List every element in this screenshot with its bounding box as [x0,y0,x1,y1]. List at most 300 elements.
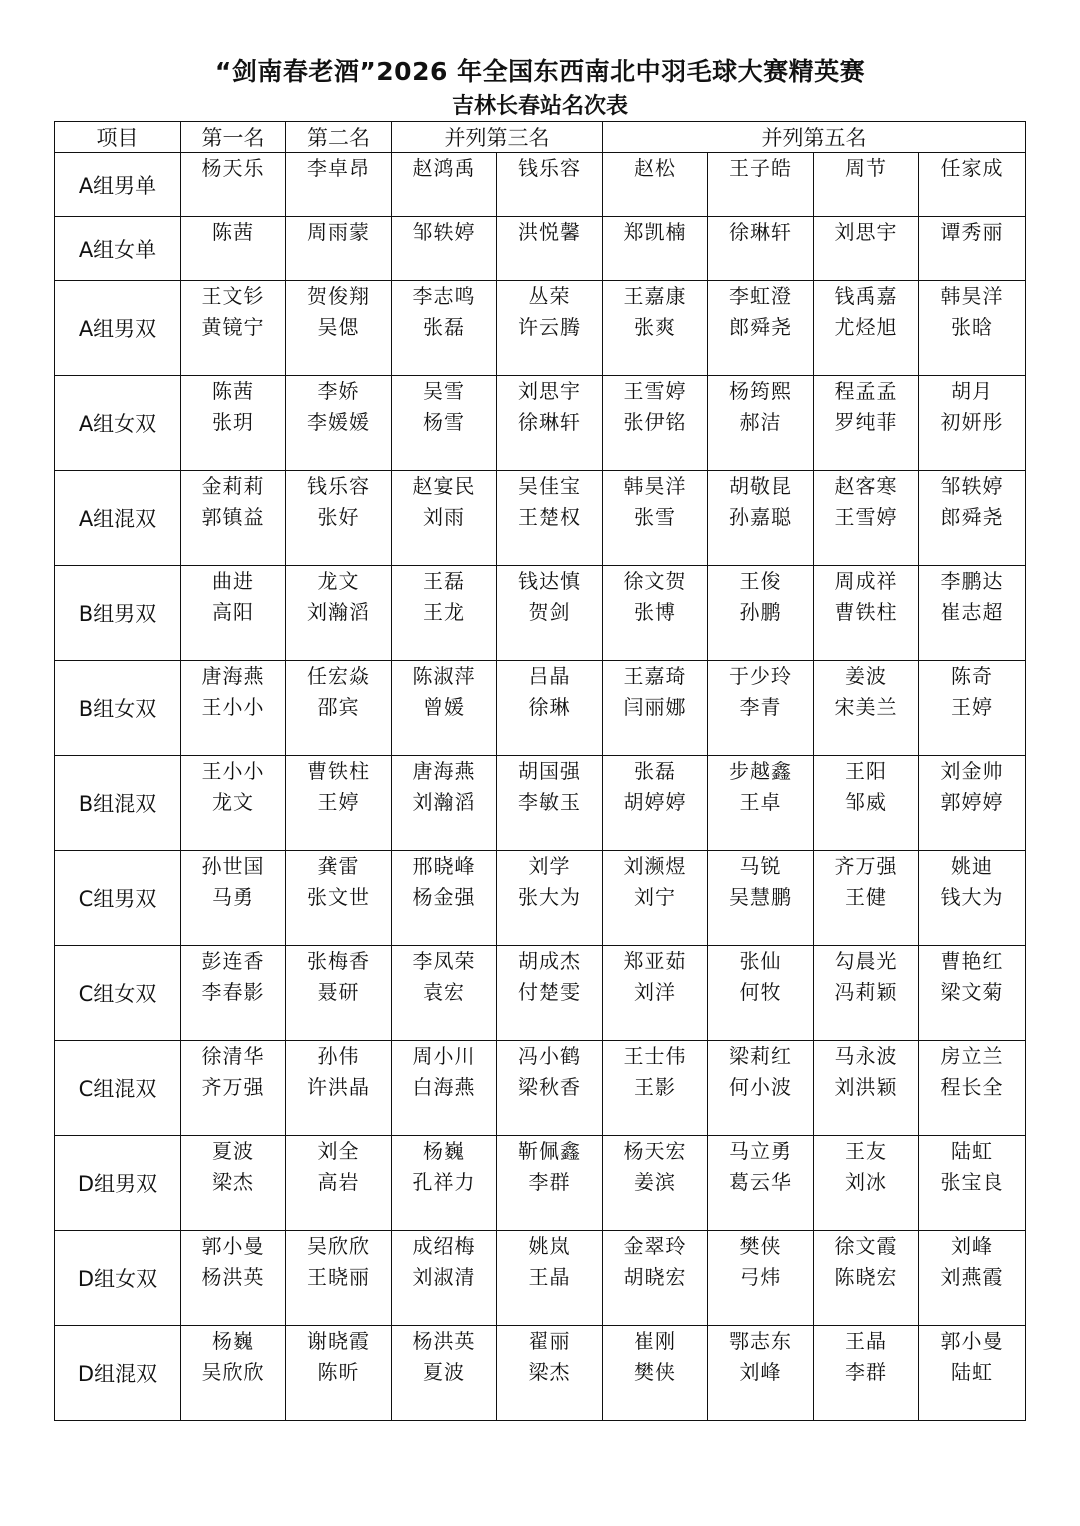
player-name: 李志鸣 [412,284,476,308]
player-name: 彭连香 [201,949,265,973]
player-name: 李媛媛 [307,410,370,434]
table-row [55,281,1026,376]
player-name: 张磊 [423,315,465,339]
placement-cell [286,153,392,217]
player-name: 李娇 [317,379,360,403]
player-name: 靳佩鑫 [518,1139,581,1163]
player-name: 张玥 [212,410,254,434]
player-name: 李群 [845,1360,887,1384]
player-name: 徐文霞 [834,1234,898,1258]
placement-cell [392,756,497,851]
player-name: 许云腾 [518,315,581,339]
player-name: 徐琳 [528,695,571,719]
placement-cell [919,153,1026,217]
placement-cell [497,566,603,661]
player-name: 王婷 [317,790,360,814]
event-name: B组混双 [55,756,181,851]
placement-cell [181,851,286,946]
event-name: D组混双 [55,1326,181,1421]
player-name: 杨雪 [423,410,465,434]
placement-cell [286,661,392,756]
player-name: 杨天宏 [623,1139,687,1163]
placement-cell [181,153,286,217]
placement-cell [708,1136,814,1231]
placement-cell [919,1326,1026,1421]
player-name: 孙伟 [317,1044,360,1068]
player-name: 郝洁 [739,410,782,434]
player-name: 任家成 [940,156,1004,180]
placement-cell [392,1326,497,1421]
player-name: 任宏焱 [307,664,370,688]
player-name: 张大为 [518,885,581,909]
placement-cell [497,661,603,756]
player-name: 陈晓宏 [834,1265,898,1289]
placement-cell [392,376,497,471]
player-name: 梁秋香 [518,1075,581,1099]
player-name: 钱禹嘉 [834,284,898,308]
placement-cell [814,1231,919,1326]
player-name: 韩昊洋 [940,284,1004,308]
placement-cell [181,471,286,566]
player-name: 刘瀚滔 [412,790,476,814]
player-name: 杨巍 [423,1139,465,1163]
player-name: 梁杰 [212,1170,254,1194]
player-name: 刘洪颖 [834,1075,898,1099]
player-name: 胡国强 [518,759,581,783]
player-name: 胡婷婷 [623,790,687,814]
player-name: 尤烃旭 [834,315,898,339]
event-name: B组男双 [55,566,181,661]
player-name: 张梅香 [307,949,370,973]
placement-cell [286,1041,392,1136]
player-name: 丛荣 [528,284,571,308]
table-row [55,1326,1026,1421]
player-name: 邹威 [845,790,887,814]
placement-cell [286,281,392,376]
table-row [55,851,1026,946]
player-name: 龚雷 [317,854,360,878]
placement-cell [392,1041,497,1136]
player-name: 陈茜 [212,379,254,403]
player-name: 高岩 [317,1170,360,1194]
table-row [55,376,1026,471]
player-name: 王小小 [201,695,265,719]
header-second: 第二名 [286,122,392,153]
placement-cell [814,946,919,1041]
placement-cell [708,661,814,756]
player-name: 李群 [528,1170,571,1194]
player-name: 杨巍 [212,1329,254,1353]
table-row [55,756,1026,851]
player-name: 张好 [317,505,360,529]
player-name: 王晶 [845,1329,887,1353]
header-fifth: 并列第五名 [603,122,1026,153]
placement-cell [603,661,708,756]
placement-cell [392,946,497,1041]
player-name: 邹轶婷 [412,220,476,244]
player-name: 谢晓霞 [307,1329,370,1353]
player-name: 王晶 [528,1265,571,1289]
placement-cell [497,217,603,281]
placement-cell [919,756,1026,851]
placement-cell [392,153,497,217]
placement-cell [286,471,392,566]
player-name: 王士伟 [623,1044,687,1068]
player-name: 陈淑萍 [412,664,476,688]
player-name: 吴欣欣 [307,1234,370,1258]
player-name: 王友 [845,1139,887,1163]
player-name: 贺剑 [528,600,571,624]
placement-cell [286,851,392,946]
player-name: 崔志超 [940,600,1004,624]
player-name: 徐清华 [201,1044,265,1068]
player-name: 于少玲 [729,664,792,688]
placement-cell [497,1231,603,1326]
table-row [55,1231,1026,1326]
player-name: 马勇 [212,885,254,909]
player-name: 刘学 [528,854,571,878]
player-name: 杨筠熙 [729,379,792,403]
header-row [55,122,1026,153]
placement-cell [181,1326,286,1421]
player-name: 聂研 [317,980,360,1004]
player-name: 张晗 [951,315,993,339]
player-name: 王卓 [739,790,782,814]
player-name: 闫丽娜 [623,695,687,719]
player-name: 吴雪 [423,379,465,403]
player-name: 初妍彤 [940,410,1004,434]
placement-cell [497,1326,603,1421]
player-name: 梁杰 [528,1360,571,1384]
header-event: 项目 [55,122,181,153]
placement-cell [603,756,708,851]
player-name: 杨洪英 [201,1265,265,1289]
placement-cell [392,281,497,376]
event-name: A组女双 [55,376,181,471]
placement-cell [814,566,919,661]
player-name: 金莉莉 [201,474,265,498]
player-name: 房立兰 [940,1044,1004,1068]
placement-cell [708,1326,814,1421]
player-name: 李敏玉 [518,790,581,814]
player-name: 许洪晶 [307,1075,370,1099]
player-name: 步越鑫 [729,759,792,783]
placement-cell [497,471,603,566]
player-name: 赵松 [634,156,676,180]
placement-cell [603,851,708,946]
player-name: 王雪婷 [834,505,898,529]
placement-cell [181,281,286,376]
player-name: 马立勇 [729,1139,792,1163]
placement-cell [603,281,708,376]
placement-cell [708,217,814,281]
player-name: 王嘉康 [623,284,687,308]
player-name: 韩昊洋 [623,474,687,498]
player-name: 王龙 [423,600,465,624]
event-name: A组男单 [55,153,181,217]
placement-cell [497,1136,603,1231]
player-name: 王雪婷 [623,379,687,403]
player-name: 孙嘉聪 [729,505,792,529]
player-name: 齐万强 [834,854,898,878]
placement-cell [181,566,286,661]
placement-cell [286,217,392,281]
placement-cell [603,1326,708,1421]
player-name: 胡敬昆 [729,474,792,498]
player-name: 袁宏 [423,980,465,1004]
player-name: 刘金帅 [940,759,1004,783]
player-name: 谭秀丽 [940,220,1004,244]
placement-cell [392,1136,497,1231]
placement-cell [497,756,603,851]
placement-cell [708,281,814,376]
event-name: D组女双 [55,1231,181,1326]
player-name: 张伊铭 [623,410,687,434]
placement-cell [919,1136,1026,1231]
document-subtitle: 吉林长春站名次表 [451,94,628,119]
player-name: 陈茜 [212,220,254,244]
placement-cell [603,1041,708,1136]
placement-cell [814,153,919,217]
player-name: 黄镜宁 [201,315,265,339]
player-name: 郭小曼 [940,1329,1004,1353]
player-name: 杨金强 [412,885,476,909]
player-name: 李青 [739,695,782,719]
player-name: 王阳 [845,759,887,783]
player-name: 刘宁 [634,885,676,909]
player-name: 刘峰 [951,1234,993,1258]
placement-cell [919,1231,1026,1326]
player-name: 刘思宇 [834,220,898,244]
placement-cell [603,1136,708,1231]
table-row [55,471,1026,566]
player-name: 龙文 [317,569,360,593]
player-name: 陈奇 [951,664,993,688]
player-name: 张仙 [739,949,782,973]
player-name: 唐海燕 [412,759,476,783]
placement-cell [497,1041,603,1136]
player-name: 李春影 [201,980,265,1004]
player-name: 曾媛 [423,695,465,719]
player-name: 刘淑清 [412,1265,476,1289]
placement-cell [919,471,1026,566]
player-name: 张磊 [634,759,676,783]
player-name: 夏波 [212,1139,254,1163]
event-name: A组男双 [55,281,181,376]
placement-cell [603,376,708,471]
player-name: 夏波 [423,1360,465,1384]
placement-cell [919,1041,1026,1136]
player-name: 何小波 [729,1075,792,1099]
player-name: 宋美兰 [834,695,898,719]
placement-cell [919,946,1026,1041]
table-row [55,217,1026,281]
player-name: 王小小 [201,759,265,783]
player-name: 郑亚茹 [623,949,687,973]
placement-cell [286,946,392,1041]
player-name: 姚岚 [528,1234,571,1258]
placement-cell [181,217,286,281]
placement-cell [181,1231,286,1326]
placement-cell [603,946,708,1041]
placement-cell [286,566,392,661]
player-name: 胡月 [951,379,993,403]
placement-cell [919,281,1026,376]
player-name: 胡晓宏 [623,1265,687,1289]
player-name: 罗纯菲 [834,410,898,434]
player-name: 陈昕 [317,1360,360,1384]
player-name: 郑凯楠 [623,220,687,244]
placement-cell [286,756,392,851]
placement-cell [181,661,286,756]
placement-cell [708,851,814,946]
player-name: 邹轶婷 [940,474,1004,498]
document-title: “剑南春老酒”2026 年全国东西南北中羽毛球大赛精英赛 [214,57,866,86]
placement-cell [286,1231,392,1326]
table-row [55,153,1026,217]
placement-cell [708,153,814,217]
player-name: 付楚雯 [518,980,581,1004]
player-name: 钱乐容 [307,474,370,498]
player-name: 程孟孟 [834,379,898,403]
placement-cell [286,376,392,471]
player-name: 刘瀚滔 [307,600,370,624]
placement-cell [708,756,814,851]
player-name: 王磊 [423,569,465,593]
player-name: 李鹏达 [940,569,1004,593]
placement-cell [708,946,814,1041]
placement-cell [603,566,708,661]
placement-cell [392,661,497,756]
player-name: 梁莉红 [729,1044,792,1068]
player-name: 胡成杰 [518,949,581,973]
placement-cell [814,281,919,376]
player-name: 赵鸿禹 [412,156,476,180]
placement-cell [708,471,814,566]
player-name: 徐文贺 [623,569,687,593]
placement-cell [497,153,603,217]
event-name: C组男双 [55,851,181,946]
player-name: 张博 [634,600,676,624]
placement-cell [497,946,603,1041]
player-name: 樊侠 [739,1234,782,1258]
player-name: 孙鹏 [739,600,782,624]
player-name: 冯莉颖 [834,980,898,1004]
player-name: 钱乐容 [518,156,581,180]
player-name: 曹艳红 [940,949,1004,973]
player-name: 吴偲 [317,315,360,339]
player-name: 邢晓峰 [412,854,476,878]
placement-cell [814,1326,919,1421]
player-name: 姚迪 [951,854,993,878]
player-name: 张文世 [307,885,370,909]
placement-cell [708,1231,814,1326]
player-name: 洪悦馨 [518,220,581,244]
placement-cell [708,1041,814,1136]
player-name: 王婷 [951,695,993,719]
player-name: 王影 [634,1075,676,1099]
player-name: 王文钐 [201,284,265,308]
player-name: 齐万强 [201,1075,265,1099]
player-name: 李凤荣 [412,949,476,973]
placement-cell [814,756,919,851]
player-name: 金翠玲 [623,1234,687,1258]
player-name: 唐海燕 [201,664,265,688]
player-name: 贺俊翔 [307,284,370,308]
player-name: 吴佳宝 [518,474,581,498]
player-name: 周节 [845,156,887,180]
player-name: 赵宴民 [412,474,476,498]
placement-cell [919,217,1026,281]
player-name: 王嘉琦 [623,664,687,688]
placement-cell [181,1041,286,1136]
player-name: 刘思宇 [518,379,581,403]
player-name: 翟丽 [528,1329,571,1353]
placement-cell [286,1136,392,1231]
placement-cell [814,661,919,756]
event-name: A组女单 [55,217,181,281]
player-name: 郎舜尧 [940,505,1004,529]
player-name: 樊侠 [634,1360,676,1384]
header-third: 并列第三名 [392,122,603,153]
placement-cell [919,566,1026,661]
placement-cell [181,376,286,471]
table-row [55,946,1026,1041]
placement-cell [392,217,497,281]
placement-cell [603,153,708,217]
event-name: C组女双 [55,946,181,1041]
player-name: 王俊 [739,569,782,593]
player-name: 李虹澄 [729,284,792,308]
player-name: 陆虹 [951,1139,993,1163]
player-name: 吴慧鹏 [729,885,792,909]
player-name: 姜波 [845,664,887,688]
placement-cell [919,661,1026,756]
placement-cell [181,756,286,851]
player-name: 龙文 [212,790,254,814]
player-name: 赵客寒 [834,474,898,498]
player-name: 高阳 [212,600,254,624]
player-name: 张雪 [634,505,676,529]
placement-cell [814,851,919,946]
player-name: 周成祥 [834,569,898,593]
player-name: 王健 [845,885,887,909]
player-name: 刘冰 [845,1170,887,1194]
placement-cell [392,471,497,566]
placement-cell [497,851,603,946]
table-row [55,1041,1026,1136]
player-name: 邵宾 [317,695,360,719]
player-name: 葛云华 [729,1170,792,1194]
player-name: 李卓昂 [307,156,370,180]
player-name: 张爽 [634,315,676,339]
table-row [55,566,1026,661]
placement-cell [814,1136,919,1231]
placement-cell [603,1231,708,1326]
player-name: 崔刚 [634,1329,676,1353]
player-name: 吕晶 [528,664,571,688]
player-name: 刘全 [317,1139,360,1163]
event-name: B组女双 [55,661,181,756]
results-body [55,153,1026,1421]
player-name: 钱大为 [940,885,1004,909]
player-name: 刘雨 [423,505,465,529]
player-name: 张宝良 [940,1170,1004,1194]
placement-cell [814,471,919,566]
placement-cell [181,946,286,1041]
player-name: 王晓丽 [307,1265,370,1289]
player-name: 马锐 [739,854,782,878]
